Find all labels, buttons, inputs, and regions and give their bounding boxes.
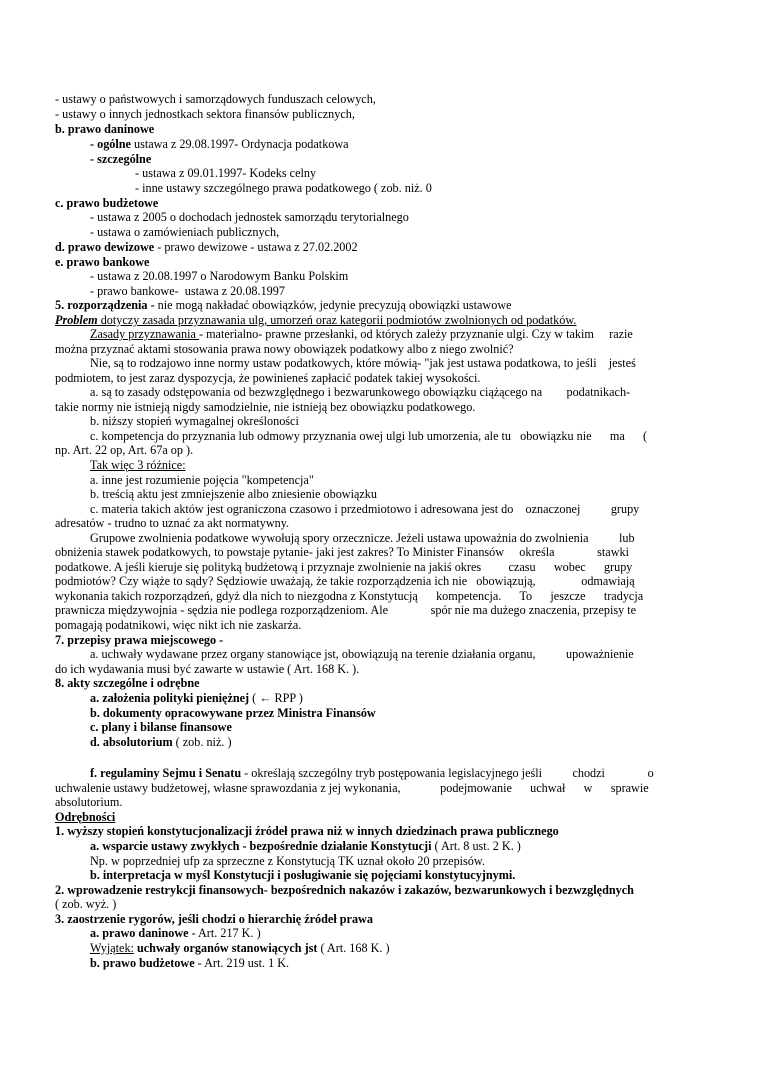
text-line: c. plany i bilanse finansowe	[90, 720, 232, 734]
text-line: - inne ustawy szczególnego prawa podatkowego ( zob. niż. 0	[135, 181, 432, 195]
section-heading: 8. akty szczególne i odrębne	[55, 676, 200, 690]
text-line	[90, 137, 349, 151]
bold-term: f. regulaminy Sejmu i Senatu	[90, 766, 242, 780]
line-rest: ( Art. 8 ust. 2 K. )	[431, 839, 521, 853]
text-line: - szczególne	[90, 152, 152, 166]
text-line: uchwalenie ustawy budżetowej, własne sprawozdania z jej wykonania, podejmowanie uchwał w sprawie	[55, 781, 649, 795]
bold-term: d. absolutorium	[90, 735, 173, 749]
text-line: podatkowe. A jeśli kieruje się polityką budżetową i przyznaje zwolnienie na jakiś okres czasu wobec grupy	[55, 560, 633, 574]
text-line: c. kompetencja do przyznania lub odmowy przyznania owej ulgi lub umorzenia, ale tu obowiązku nie ma (	[90, 429, 648, 443]
text-line: b. treścią aktu jest zmniejszenie albo zniesienie obowiązku	[90, 487, 377, 501]
text-line: - ustawa z 09.01.1997- Kodeks celny	[135, 166, 317, 180]
text-line: Nie, są to rodzajowo inne normy ustaw podatkowych, które mówią- "jak jest ustawa podatkowa, to jeśli jesteś	[90, 356, 636, 370]
text-line: wykonania takich rozporządzeń, gdyż dla nich to niezgodna z Konstytucją kompetencja. To jeszcze tradycja	[55, 589, 644, 603]
text-line: b. interpretacja w myśl Konstytucji i posługiwanie się pojęciami konstytucyjnymi.	[90, 868, 516, 882]
text-line	[90, 941, 390, 955]
text-line: a. inne jest rozumienie pojęcia "kompetencja"	[90, 473, 314, 487]
text-line: prawnicza międzywojnia - sędzia nie podlega rozporządzeniom. Ale spór nie ma dużego znaczenia, przepisy te	[55, 603, 637, 617]
bold-term: d. prawo dewizowe	[55, 240, 155, 254]
line-rest: - prawo dewizowe - ustawa z 27.02.2002	[154, 240, 358, 254]
text-line	[90, 926, 261, 940]
section-heading: 2. wprowadzenie restrykcji finansowych- bezpośrednich nakazów i zakazów, bezwarunkowych i bezwzględnych	[55, 883, 634, 897]
text-line: podmiotem, to jest zaraz dyspozycja, że powinieneś zapłacić podatek takiej wysokości.	[55, 371, 481, 385]
text-line: np. Art. 22 op, Art. 67a op ).	[55, 443, 194, 457]
text-line	[90, 691, 303, 705]
text-line: - ustawa z 2005 o dochodach jednostek samorządu terytorialnego	[90, 210, 409, 224]
bold-term: b. prawo budżetowe	[90, 956, 195, 970]
text-line: podmiotów? Czy wiąże to sądy? Sędziowie uważają, że takie rozporządzenia ich nie obowiązują, odmawiają	[55, 574, 635, 588]
section-heading: c. prawo budżetowe	[55, 196, 159, 210]
text-line: takie normy nie istnieją nigdy samodzielnie, nie istnieją bez obowiązku podatkowego.	[55, 400, 476, 414]
text-line: - prawo bankowe- ustawa z 20.08.1997	[90, 284, 285, 298]
bold-term: a. prawo daninowe	[90, 926, 189, 940]
text-line: - ustawa o zamówieniach publicznych,	[90, 225, 280, 239]
text-line: Tak więc 3 różnice:	[90, 458, 186, 472]
line-rest: nie mogą nakładać obowiązków, jedynie precyzują obowiązki ustawowe	[154, 298, 512, 312]
text-line	[90, 735, 232, 749]
text-line: do ich wydawania musi być zawarte w ustawie ( Art. 168 K. ).	[55, 662, 360, 676]
bold-term: 5. rozporządzenia -	[55, 298, 155, 312]
section-heading: b. prawo daninowe	[55, 122, 155, 136]
line-rest: - Art. 217 K. )	[188, 926, 261, 940]
line-rest: - materialno- prawne przesłanki, od których zależy przyznanie ulgi. Czy w takim razie	[198, 327, 633, 341]
bold-term: - ogólne	[90, 137, 131, 151]
text-line: a. są to zasady odstępowania od bezwzględnego i bezwarunkowego obowiązku ciążącego na podatnikach-	[90, 385, 631, 399]
text-line: - ustawa z 20.08.1997 o Narodowym Banku Polskim	[90, 269, 349, 283]
text-line: można przyznać aktami stosowania prawa nowy obowiązek podatkowy albo z niego zwolnić?	[55, 342, 514, 356]
text-line	[90, 839, 521, 853]
section-heading: 3. zaostrzenie rygorów, jeśli chodzi o hierarchię źródeł prawa	[55, 912, 373, 926]
text-line	[90, 956, 289, 970]
text-line: a. uchwały wydawane przez organy stanowiące jst, obowiązują na terenie działania organu, upoważnienie	[90, 647, 634, 661]
line-rest: ustawa z 29.08.1997- Ordynacja podatkowa	[130, 137, 349, 151]
section-heading: 7. przepisy prawa miejscowego -	[55, 633, 224, 647]
bold-term: a. wsparcie ustawy zwykłych - bezpośrednie działanie Konstytucji	[90, 839, 432, 853]
text-line: - ustawy o innych jednostkach sektora finansów publicznych,	[55, 107, 355, 121]
line-rest: ( ← RPP )	[249, 691, 303, 705]
text-line: c. materia takich aktów jest ograniczona czasowo i przedmiotowo i adresowana jest do oznaczonej grupy	[90, 502, 640, 516]
section-heading: e. prawo bankowe	[55, 255, 150, 269]
line-rest: dotyczy zasada przyznawania ulg, umorzeń oraz kategorii podmiotów zwolnionych od podatków.	[97, 313, 577, 327]
text-line	[55, 298, 512, 312]
text-line	[90, 766, 654, 780]
bold-term: a. założenia polityki pieniężnej	[90, 691, 250, 705]
text-line: Grupowe zwolnienia podatkowe wywołują spory orzecznicze. Jeżeli ustawa upoważnia do zwolnienia lub	[90, 531, 635, 545]
text-line	[55, 313, 576, 327]
text-line: - ustawy o państwowych i samorządowych funduszach celowych,	[55, 92, 376, 106]
text-line: Np. w poprzedniej ufp za sprzeczne z Konstytucją TK uznał około 20 przepisów.	[90, 854, 485, 868]
text-line: ( zob. wyż. )	[55, 897, 117, 911]
section-heading: 1. wyższy stopień konstytucjonalizacji źródeł prawa niż w innych dziedzinach prawa publicznego	[55, 824, 559, 838]
text-line: pomagają podatnikowi, więc nikt ich nie zaskarża.	[55, 618, 302, 632]
problem-label: Problem	[55, 313, 98, 327]
line-rest: - określają szczególny tryb postępowania legislacyjnego jeśli chodzi o	[241, 766, 654, 780]
text-line: obniżenia stawek podatkowych, to powstaje pytanie- jaki jest zakres? To Minister Finansów określa stawki	[55, 545, 629, 559]
line-rest: ( zob. niż. )	[172, 735, 232, 749]
text-line	[90, 327, 633, 341]
underlined-term: Wyjątek:	[90, 941, 134, 955]
line-rest: - Art. 219 ust. 1 K.	[194, 956, 290, 970]
line-rest: ( Art. 168 K. )	[317, 941, 390, 955]
text-line: b. niższy stopień wymagalnej określoności	[90, 414, 299, 428]
text-line: absolutorium.	[55, 795, 123, 809]
text-line: adresatów - trudno to uznać za akt normatywny.	[55, 516, 290, 530]
underlined-term: Zasady przyznawania	[90, 327, 199, 341]
text-line	[55, 240, 358, 254]
bold-term: uchwały organów stanowiących jst	[133, 941, 318, 955]
section-heading: Odrębności	[55, 810, 116, 824]
text-line: b. dokumenty opracowywane przez Ministra Finansów	[90, 706, 376, 720]
